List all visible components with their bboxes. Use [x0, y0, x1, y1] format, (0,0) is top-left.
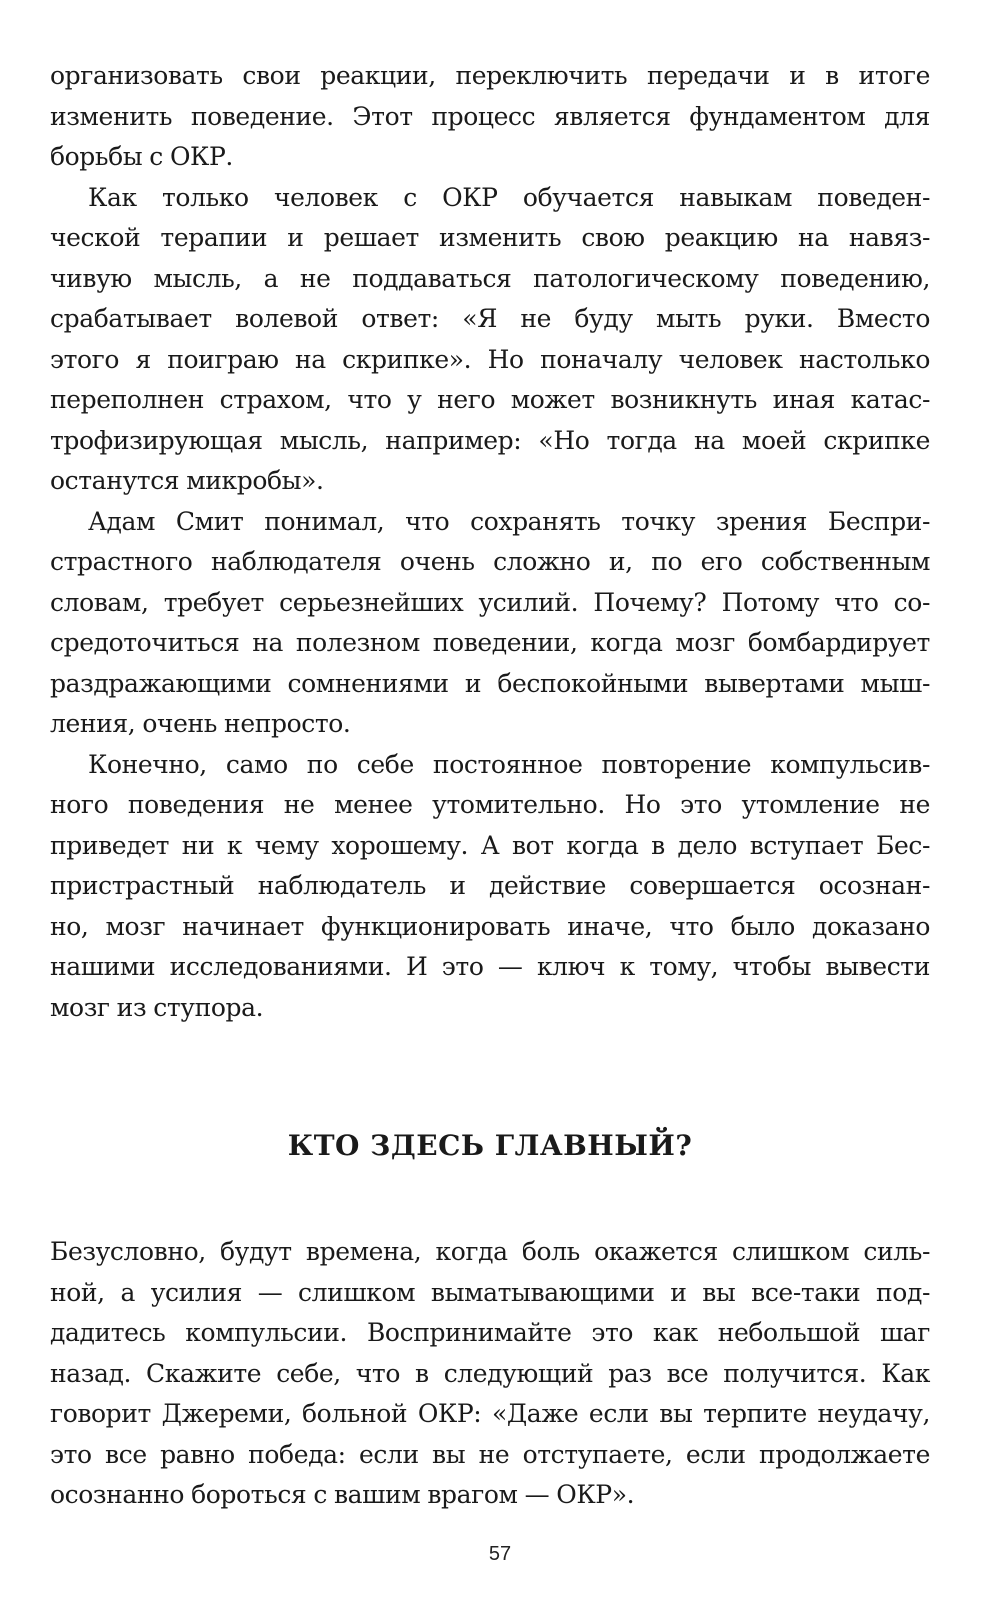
section-paragraph [50, 1232, 930, 1516]
section-heading: КТО ЗДЕСЬ ГЛАВНЫЙ? [287, 1129, 693, 1162]
text-line: приведет ни к чему хорошему. А вот когда в дело вступает Бес- [50, 830, 930, 860]
text-line: пристрастный наблюдатель и действие совершается осознан- [50, 871, 930, 900]
text-line: это все равно победа: если вы не отступаете, если продолжаете [50, 1439, 930, 1469]
text-line: осознанно бороться с вашим врагом — ОКР». [50, 1480, 635, 1509]
text-line: ного поведения не менее утомительно. Но это утомление не [50, 790, 930, 819]
text-line: назад. Скажите себе, что в следующий раз все получится. Как [50, 1358, 930, 1388]
text-line: мозг из ступора. [50, 992, 264, 1022]
text-line: ной, а усилия — слишком выматывающими и вы все-таки под- [50, 1277, 930, 1307]
text-line: раздражающими сомнениями и беспокойными вывертами мыш- [50, 668, 930, 698]
text-line: Конечно, само по себе постоянное повторение компульсив- [88, 749, 930, 779]
text-line: изменить поведение. Этот процесс является фундаментом для [50, 101, 930, 131]
text-line: средоточиться на полезном поведении, когда мозг бомбардирует [50, 628, 930, 657]
text-line: дадитесь компульсии. Воспринимайте это как небольшой шаг [50, 1318, 930, 1347]
paragraph-2 [50, 178, 930, 502]
text-line: срабатывает волевой ответ: «Я не буду мыть руки. Вместо [50, 304, 930, 333]
text-line: останутся микробы». [50, 466, 324, 495]
text-line: Как только человек с ОКР обучается навыкам поведен- [88, 182, 930, 212]
text-line: словам, требует серьезнейших усилий. Почему? Потому что со- [50, 587, 930, 617]
text-line: этого я поиграю на скрипке». Но поначалу человек настолько [50, 344, 930, 374]
text-line: чивую мысль, а не поддаваться патологическому поведению, [50, 263, 930, 293]
text-line: Адам Смит понимал, что сохранять точку зрения Беспри- [88, 506, 930, 536]
text-line: страстного наблюдателя очень сложно и, по его собственным [50, 547, 930, 576]
page-body [50, 56, 930, 1509]
text-line: борьбы с ОКР. [50, 142, 233, 171]
text-line: переполнен страхом, что у него может возникнуть иная катас- [50, 385, 930, 414]
page-number: 57 [488, 1543, 512, 1565]
text-line: трофизирующая мысль, например: «Но тогда на моей скрипке [50, 425, 930, 455]
text-line: нашими исследованиями. И это — ключ к тому, чтобы вывести [50, 952, 930, 981]
text-line: но, мозг начинает функционировать иначе, что было доказано [50, 911, 930, 941]
paragraph-1 [50, 56, 930, 178]
text-line: говорит Джереми, больной ОКР: «Даже если вы терпите неудачу, [50, 1399, 930, 1428]
paragraph-3 [50, 502, 930, 745]
text-line: Безусловно, будут времена, когда боль окажется слишком силь- [50, 1237, 930, 1266]
text-line: ления, очень непросто. [50, 709, 351, 738]
text-line: организовать свои реакции, переключить передачи и в итоге [50, 61, 930, 90]
text-line: ческой терапии и решает изменить свою реакцию на навяз- [50, 223, 930, 252]
paragraph-4 [50, 745, 930, 1029]
